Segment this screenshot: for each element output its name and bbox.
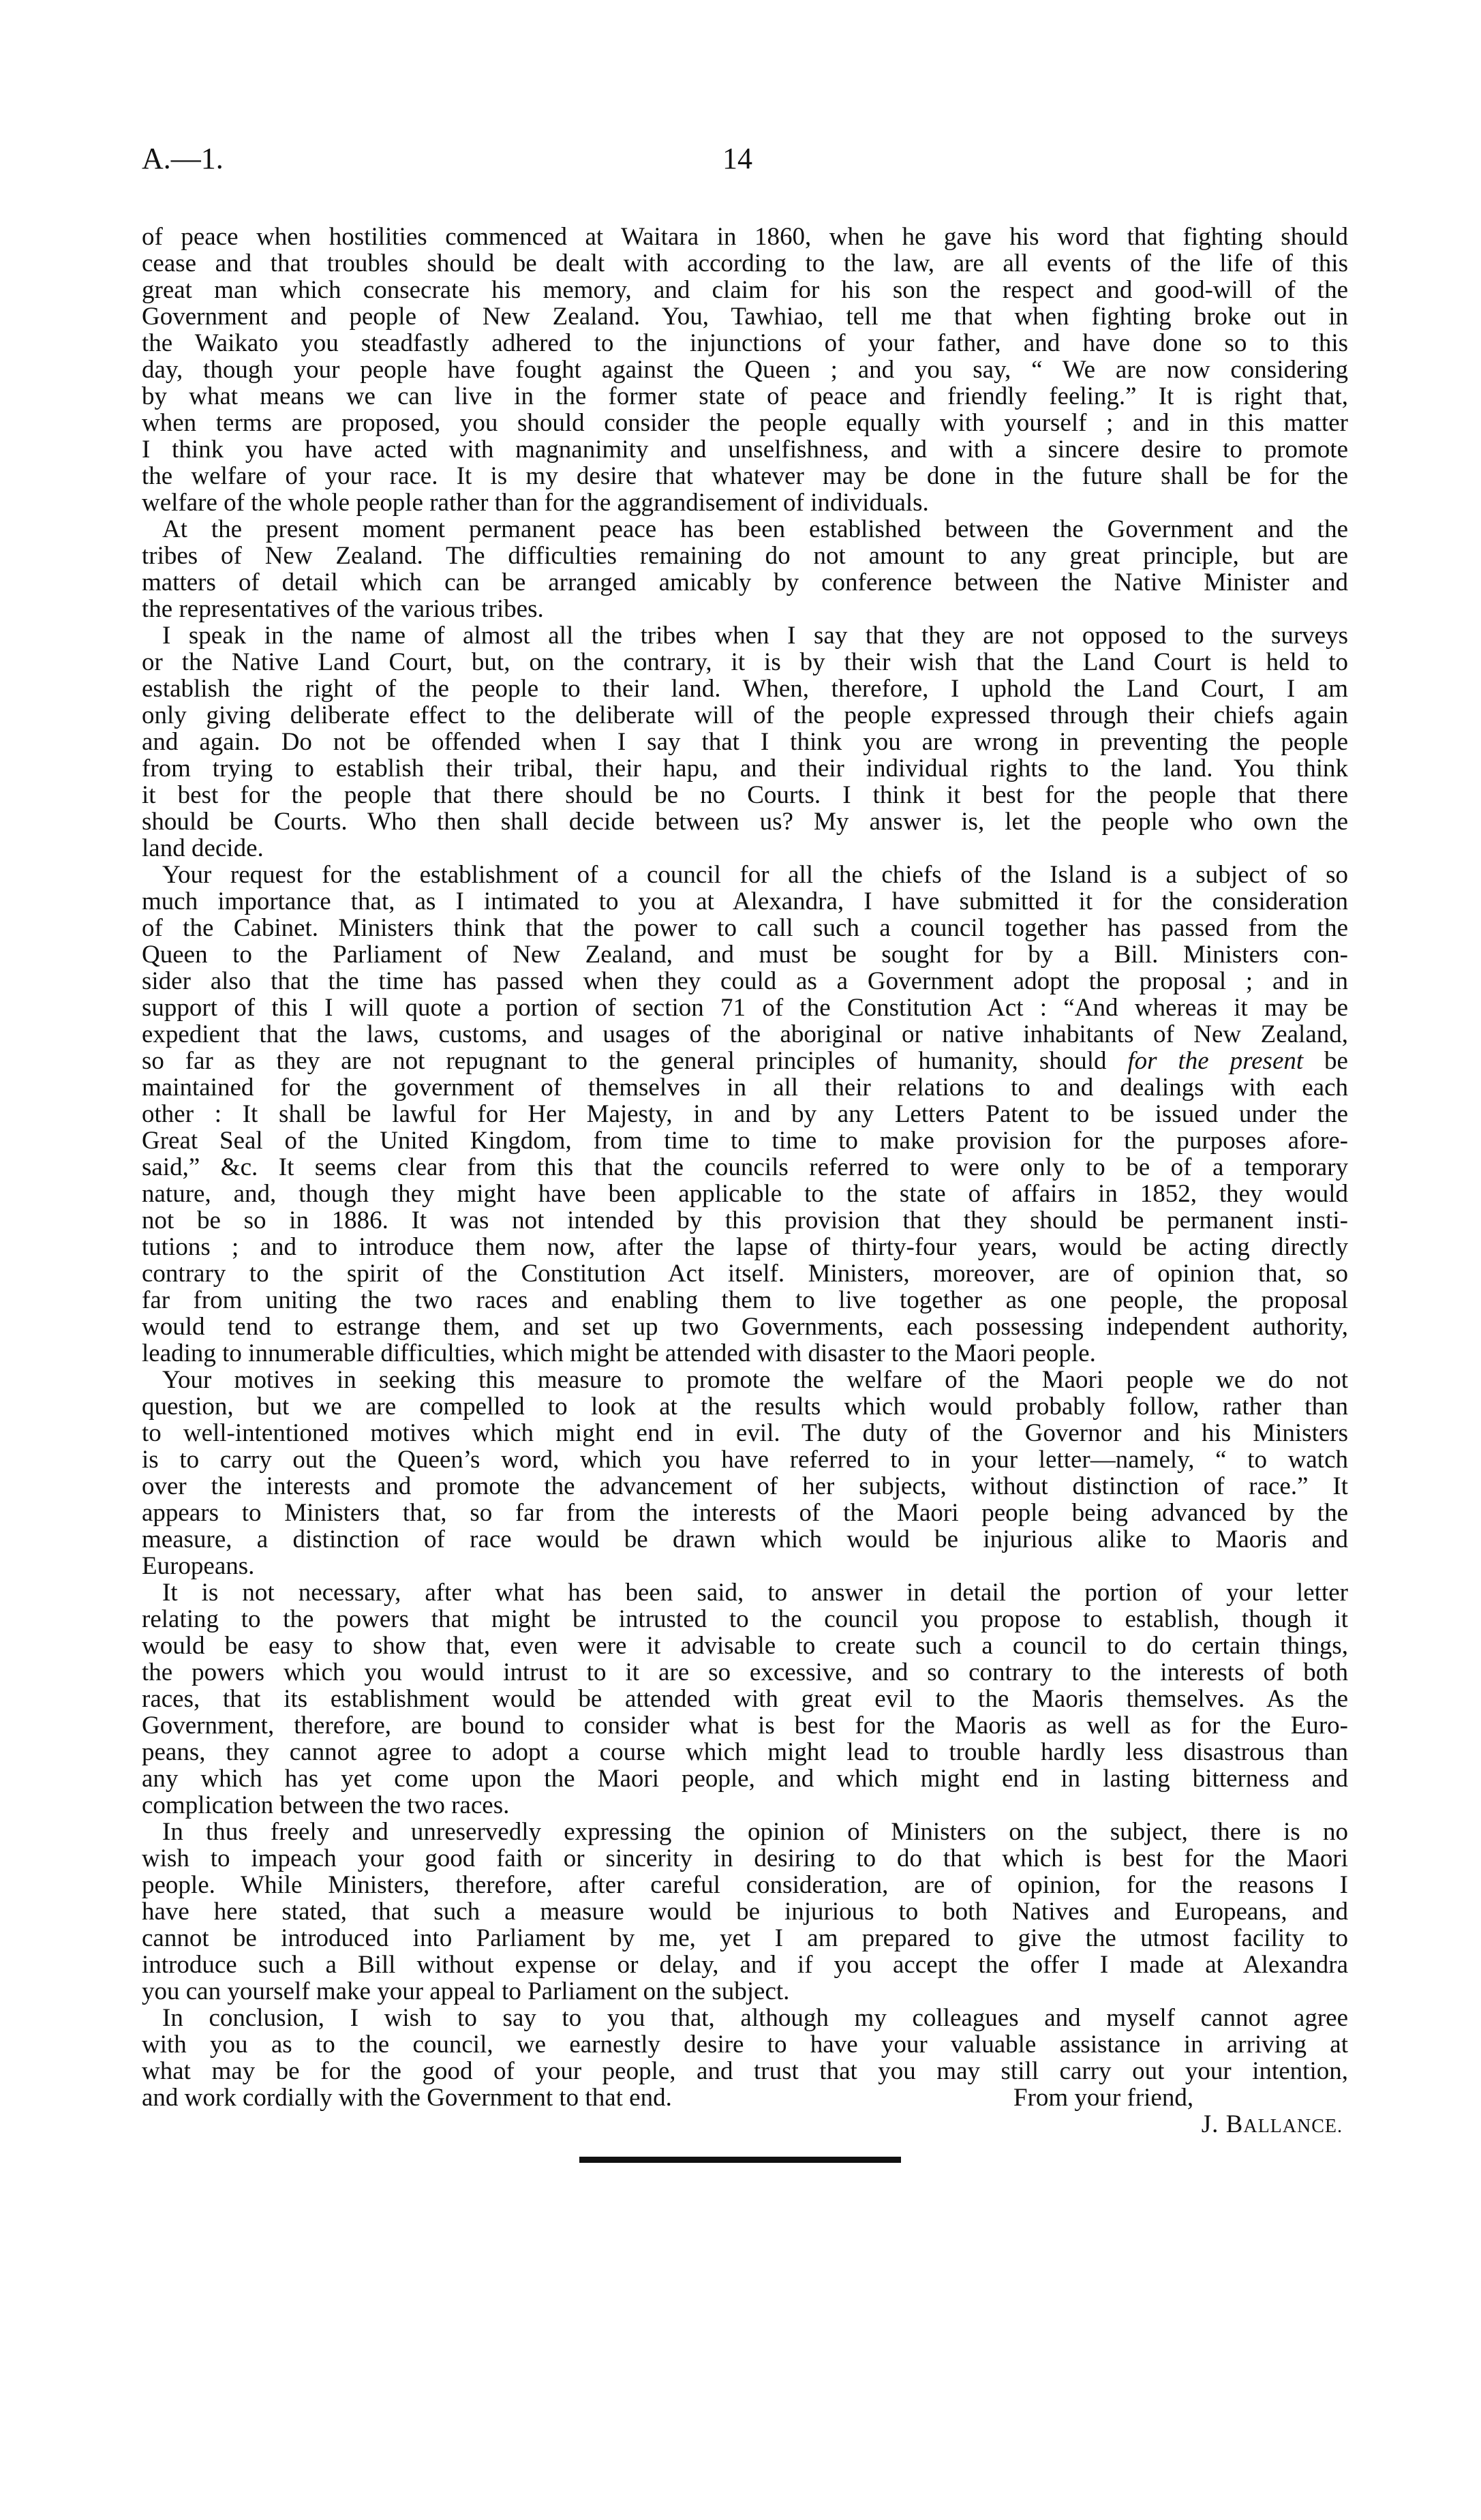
- text-line: peans, they cannot agree to adopt a course which might lead to trouble hardly less disastrous than: [142, 1738, 1348, 1766]
- text-line: day, though your people have fought against the Queen ; and you say, “ We are now considering: [142, 356, 1348, 384]
- paragraph: [142, 224, 1348, 516]
- text-line: far from uniting the two races and enabling them to live together as one people, the proposal: [142, 1286, 1348, 1314]
- text-line: Great Seal of the United Kingdom, from time to time to make provision for the purposes afore-: [142, 1127, 1348, 1155]
- text-line: cannot be introduced into Parliament by me, yet I am prepared to give the utmost facility to: [142, 1924, 1348, 1952]
- text-line: It is not necessary, after what has been said, to answer in detail the portion of your letter: [162, 1579, 1348, 1607]
- text-line: Your request for the establishment of a council for all the chiefs of the Island is a subject of so: [162, 861, 1348, 889]
- text-line: much importance that, as I intimated to you at Alexandra, I have submitted it for the consideration: [142, 887, 1348, 915]
- text-line: question, but we are compelled to look at the results which would probably follow, rather than: [142, 1393, 1348, 1421]
- text-line: and again. Do not be offended when I say that I think you are wrong in preventing the people: [142, 728, 1348, 756]
- text-line: contrary to the spirit of the Constitution Act itself. Ministers, moreover, are of opinion that, so: [142, 1260, 1348, 1288]
- text-line: the Waikato you steadfastly adhered to the injunctions of your father, and have done so to this: [142, 329, 1348, 357]
- paragraph: [142, 1819, 1348, 2005]
- paragraph: [142, 862, 1348, 1367]
- text-line: maintained for the government of themselves in all their relations to and dealings with each: [142, 1074, 1348, 1102]
- italic-emphasis: for the present: [1127, 1047, 1304, 1075]
- text-line: In conclusion, I wish to say to you that, although my colleagues and myself cannot agree: [162, 2004, 1348, 2032]
- text-line: Government and people of New Zealand. You, Tawhiao, tell me that when fighting broke out in: [142, 303, 1348, 331]
- signature-rest: ALLANCE.: [1243, 2116, 1343, 2137]
- text-line: you can yourself make your appeal to Parliament on the subject.: [142, 1977, 790, 2005]
- text-line: or the Native Land Court, but, on the contrary, it is by their wish that the Land Court is held to: [142, 648, 1348, 676]
- text-line: In thus freely and unreservedly expressing the opinion of Ministers on the subject, there is no: [162, 1818, 1348, 1846]
- text-line: the representatives of the various tribes.: [142, 595, 544, 623]
- text-line: the powers which you would intrust to it are so excessive, and so contrary to the interests of both: [142, 1658, 1348, 1686]
- text-line: sider also that the time has passed when they could as a Government adopt the proposal ; and in: [142, 967, 1348, 995]
- text-line: land decide.: [142, 834, 264, 862]
- text-line: what may be for the good of your people, and trust that you may still carry out your intention,: [142, 2057, 1348, 2085]
- text-line: I think you have acted with magnanimity and unselfishness, and with a sincere desire to promote: [142, 436, 1348, 464]
- text-line: races, that its establishment would be attended with great evil to the Maoris themselves. As the: [142, 1685, 1348, 1713]
- text-line: cease and that troubles should be dealt with according to the law, are all events of the life of this: [142, 249, 1348, 277]
- text-line: relating to the powers that might be intrusted to the council you propose to establish, though it: [142, 1605, 1348, 1633]
- text-line: to well-intentioned motives which might end in evil. The duty of the Governor and his Ministers: [142, 1419, 1348, 1447]
- end-rule: [579, 2157, 901, 2163]
- text-line: Europeans.: [142, 1552, 255, 1580]
- paragraph: [142, 516, 1348, 622]
- text-line: it best for the people that there should be no Courts. I think it best for the people that there: [142, 781, 1348, 809]
- text-line: any which has yet come upon the Maori people, and which might end in lasting bitterness and: [142, 1765, 1348, 1793]
- text-line: tribes of New Zealand. The difficulties remaining do not amount to any great principle, but are: [142, 542, 1348, 570]
- text-line: Government, therefore, are bound to consider what is best for the Maoris as well as for the Euro-: [142, 1712, 1348, 1740]
- text-line: by what means we can live in the former state of peace and friendly feeling.” It is right that,: [142, 382, 1348, 410]
- paragraph: [142, 1367, 1348, 1579]
- text-line: from trying to establish their tribal, their hapu, and their individual rights to the land. You think: [142, 755, 1348, 783]
- signature: [1202, 2111, 1343, 2140]
- text-line: At the present moment permanent peace has been established between the Government and the: [162, 515, 1348, 543]
- text-line: tutions ; and to introduce them now, after the lapse of thirty-four years, would be acting directly: [142, 1233, 1348, 1261]
- text-line: the welfare of your race. It is my desire that whatever may be done in the future shall be for the: [142, 462, 1348, 490]
- text-line: complication between the two races.: [142, 1791, 510, 1819]
- text-line: matters of detail which can be arranged amicably by conference between the Native Minister and: [142, 568, 1348, 596]
- letter-body: [142, 224, 1348, 2111]
- text-line: is to carry out the Queen’s word, which you have referred to in your letter—namely, “ to watch: [142, 1446, 1348, 1474]
- text-line: so far as they are not repugnant to the general principles of humanity, should for the present be: [142, 1047, 1348, 1075]
- text-line: should be Courts. Who then shall decide between us? My answer is, let the people who own the: [142, 808, 1348, 836]
- text-line: support of this I will quote a portion of section 71 of the Constitution Act : “And whereas it may be: [142, 994, 1348, 1022]
- text-line: Your motives in seeking this measure to promote the welfare of the Maori people we do not: [162, 1366, 1348, 1394]
- text-line: would tend to estrange them, and set up two Governments, each possessing independent authority,: [142, 1313, 1348, 1341]
- text-line: great man which consecrate his memory, and claim for his son the respect and good-will of the: [142, 276, 1348, 304]
- text-line: wish to impeach your good faith or sincerity in desiring to do that which is best for the Maori: [142, 1845, 1348, 1872]
- text-line: not be so in 1886. It was not intended by this provision that they should be permanent insti-: [142, 1206, 1348, 1234]
- text-line: have here stated, that such a measure would be injurious to both Natives and Europeans, and: [142, 1898, 1348, 1926]
- text-line: only giving deliberate effect to the deliberate will of the people expressed through their chiefs again: [142, 701, 1348, 729]
- text-line: Queen to the Parliament of New Zealand, and must be sought for by a Bill. Ministers con-: [142, 941, 1348, 969]
- text-line: with you as to the council, we earnestly desire to have your valuable assistance in arriving at: [142, 2031, 1348, 2059]
- text-line: of peace when hostilities commenced at Waitara in 1860, when he gave his word that fighting should: [142, 223, 1348, 251]
- text-line: would be easy to show that, even were it advisable to create such a council to do certain things,: [142, 1632, 1348, 1660]
- text-line: welfare of the whole people rather than for the aggrandisement of individuals.: [142, 489, 929, 517]
- paragraph: [142, 1579, 1348, 1819]
- text-line: other : It shall be lawful for Her Majesty, in and by any Letters Patent to be issued under the: [142, 1100, 1348, 1128]
- text-line: establish the right of the people to their land. When, therefore, I uphold the Land Court, I am: [142, 675, 1348, 703]
- text-line: nature, and, though they might have been applicable to the state of affairs in 1852, they would: [142, 1180, 1348, 1208]
- text-line: measure, a distinction of race would be drawn which would be injurious alike to Maoris and: [142, 1525, 1348, 1553]
- text-line: people. While Ministers, therefore, after careful consideration, are of opinion, for the reasons I: [142, 1871, 1348, 1899]
- text-line: of the Cabinet. Ministers think that the power to call such a council together has passed from the: [142, 914, 1348, 942]
- text-line: said,” &c. It seems clear from this that the councils referred to were only to be of a temporary: [142, 1153, 1348, 1181]
- text-line: and work cordially with the Government to that end.: [142, 2084, 672, 2112]
- text-line: expedient that the laws, customs, and usages of the aboriginal or native inhabitants of New Zealand,: [142, 1020, 1348, 1048]
- text-line: I speak in the name of almost all the tribes when I say that they are not opposed to the surveys: [162, 622, 1348, 650]
- paragraph: [142, 622, 1348, 862]
- text-line: appears to Ministers that, so far from the interests of the Maori people being advanced by the: [142, 1499, 1348, 1527]
- page-number: 14: [722, 142, 752, 175]
- text-line: when terms are proposed, you should consider the people equally with yourself ; and in this matter: [142, 409, 1348, 437]
- closing-salutation: From your friend,: [1013, 2084, 1194, 2112]
- text-line: over the interests and promote the advancement of her subjects, without distinction of race.” It: [142, 1472, 1348, 1500]
- text-line: leading to innumerable difficulties, which might be attended with disaster to the Maori people.: [142, 1339, 1096, 1367]
- document-reference: A.—1.: [142, 142, 224, 175]
- signature-initial: J. B: [1201, 2110, 1244, 2138]
- text-line: introduce such a Bill without expense or delay, and if you accept the offer I made at Alexandra: [142, 1951, 1348, 1979]
